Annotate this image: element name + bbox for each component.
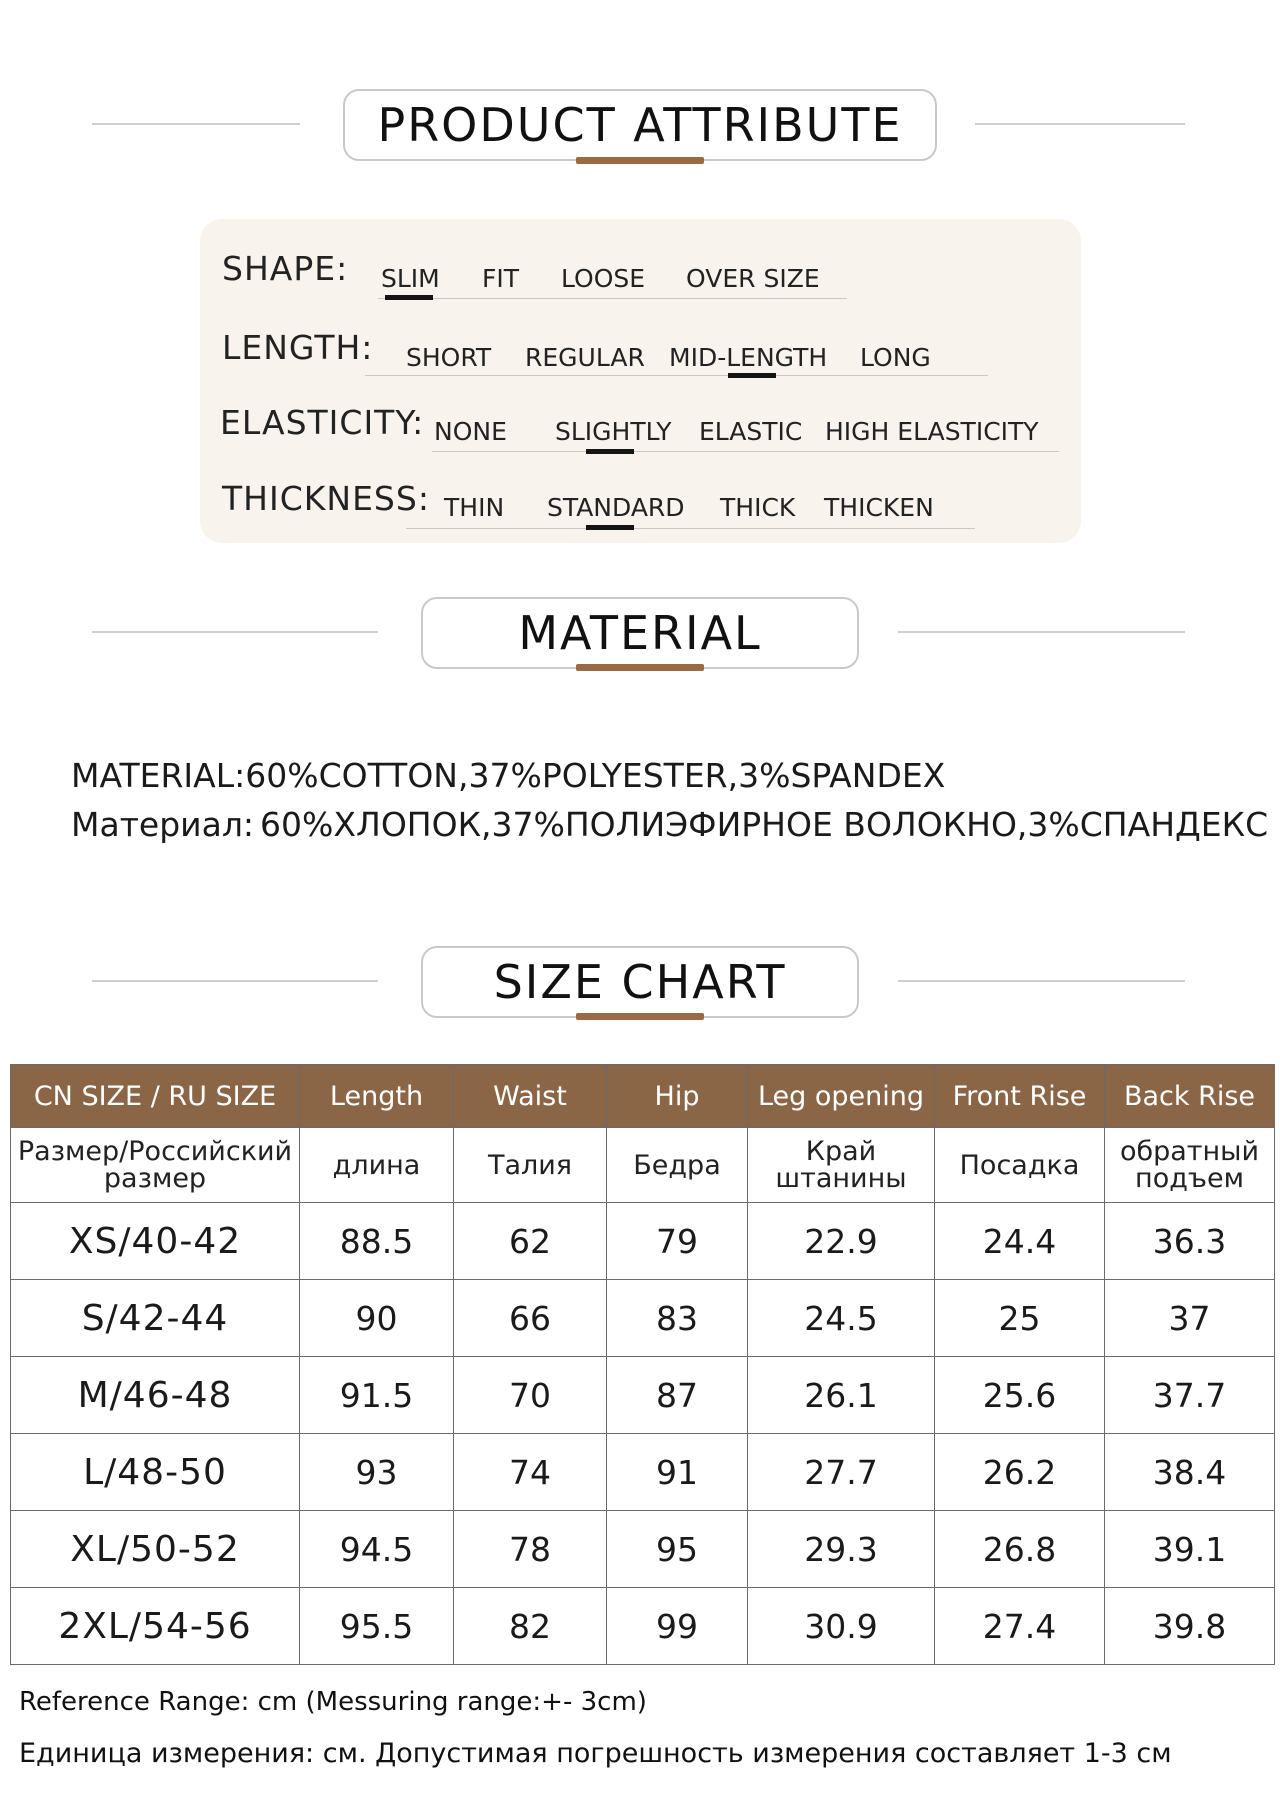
size-cell: 2XL/54-56 bbox=[11, 1588, 300, 1665]
attribute-baseline bbox=[406, 528, 975, 529]
attribute-option: THIN bbox=[444, 493, 505, 522]
size-cell: S/42-44 bbox=[11, 1280, 300, 1357]
title-accent-bar bbox=[576, 1013, 704, 1020]
table-row bbox=[11, 1588, 1275, 1665]
table-ru-header-row bbox=[11, 1128, 1275, 1203]
size-chart-title: SIZE CHART bbox=[421, 946, 859, 1018]
section-divider-right bbox=[898, 631, 1185, 633]
column-header: Front Rise bbox=[935, 1065, 1105, 1128]
attribute-option: SLIGHTLY bbox=[555, 417, 672, 446]
attribute-option: LONG bbox=[860, 343, 931, 372]
attribute-option: STANDARD bbox=[547, 493, 685, 522]
table-cell: 30.9 bbox=[748, 1588, 935, 1665]
table-cell: 79 bbox=[607, 1203, 748, 1280]
selected-marker bbox=[586, 525, 634, 530]
table-cell: 36.3 bbox=[1105, 1203, 1275, 1280]
table-cell: 37.7 bbox=[1105, 1357, 1275, 1434]
section-divider-right bbox=[898, 980, 1185, 982]
table-cell: 29.3 bbox=[748, 1511, 935, 1588]
table-cell: 70 bbox=[454, 1357, 607, 1434]
attribute-option: THICK bbox=[720, 493, 796, 522]
table-cell: 25 bbox=[935, 1280, 1105, 1357]
table-cell: 94.5 bbox=[300, 1511, 454, 1588]
column-header: Leg opening bbox=[748, 1065, 935, 1128]
table-cell: 66 bbox=[454, 1280, 607, 1357]
ru-column-header: Бедра bbox=[607, 1128, 748, 1203]
table-cell: 87 bbox=[607, 1357, 748, 1434]
attribute-baseline bbox=[432, 451, 1059, 452]
column-header: Waist bbox=[454, 1065, 607, 1128]
table-cell: 74 bbox=[454, 1434, 607, 1511]
table-cell: 26.1 bbox=[748, 1357, 935, 1434]
column-header: Hip bbox=[607, 1065, 748, 1128]
attribute-label: ELASTICITY: bbox=[220, 403, 425, 442]
table-cell: 37 bbox=[1105, 1280, 1275, 1357]
table-cell: 38.4 bbox=[1105, 1434, 1275, 1511]
table-cell: 27.4 bbox=[935, 1588, 1105, 1665]
section-divider-right bbox=[975, 123, 1185, 125]
table-cell: 93 bbox=[300, 1434, 454, 1511]
table-cell: 99 bbox=[607, 1588, 748, 1665]
ru-column-header: Размер/Российский размер bbox=[11, 1128, 300, 1203]
table-row bbox=[11, 1511, 1275, 1588]
size-cell: XS/40-42 bbox=[11, 1203, 300, 1280]
attribute-row-thickness bbox=[200, 469, 1081, 529]
table-cell: 24.4 bbox=[935, 1203, 1105, 1280]
material-label: MATERIAL: bbox=[71, 756, 246, 795]
table-cell: 91 bbox=[607, 1434, 748, 1511]
material-line-ru bbox=[71, 805, 1268, 844]
table-cell: 90 bbox=[300, 1280, 454, 1357]
column-header: Length bbox=[300, 1065, 454, 1128]
table-row bbox=[11, 1280, 1275, 1357]
ru-column-header: Талия bbox=[454, 1128, 607, 1203]
attribute-row-elasticity bbox=[200, 393, 1081, 453]
table-cell: 39.8 bbox=[1105, 1588, 1275, 1665]
table-cell: 95 bbox=[607, 1511, 748, 1588]
table-row bbox=[11, 1203, 1275, 1280]
ru-column-header: длина bbox=[300, 1128, 454, 1203]
reference-note-ru: Единица измерения: см. Допустимая погрешность измерения составляет 1-3 см bbox=[19, 1738, 1172, 1769]
attribute-option: MID-LENGTH bbox=[669, 343, 828, 372]
section-divider-left bbox=[92, 631, 378, 633]
size-cell: L/48-50 bbox=[11, 1434, 300, 1511]
column-header: Back Rise bbox=[1105, 1065, 1275, 1128]
size-table bbox=[10, 1064, 1275, 1665]
table-cell: 26.2 bbox=[935, 1434, 1105, 1511]
selected-marker bbox=[385, 295, 433, 300]
attribute-label: THICKNESS: bbox=[222, 479, 430, 518]
attribute-option: LOOSE bbox=[561, 264, 646, 293]
table-cell: 22.9 bbox=[748, 1203, 935, 1280]
selected-marker bbox=[586, 449, 634, 454]
table-cell: 91.5 bbox=[300, 1357, 454, 1434]
section-divider-left bbox=[92, 123, 300, 125]
table-cell: 25.6 bbox=[935, 1357, 1105, 1434]
attribute-option: SHORT bbox=[406, 343, 492, 372]
table-cell: 82 bbox=[454, 1588, 607, 1665]
table-cell: 62 bbox=[454, 1203, 607, 1280]
column-header: CN SIZE / RU SIZE bbox=[11, 1065, 300, 1128]
ru-column-header: обратный подъем bbox=[1105, 1128, 1275, 1203]
attribute-baseline bbox=[365, 375, 988, 376]
ru-column-header: Посадка bbox=[935, 1128, 1105, 1203]
attribute-option: FIT bbox=[482, 264, 520, 293]
section-divider-left bbox=[92, 980, 378, 982]
material-value: 60%ХЛОПОК,37%ПОЛИЭФИРНОЕ ВОЛОКНО,3%СПАНДЕКС bbox=[260, 805, 1269, 844]
attribute-option: SLIM bbox=[381, 264, 440, 293]
table-cell: 78 bbox=[454, 1511, 607, 1588]
attribute-label: LENGTH: bbox=[222, 328, 374, 367]
table-cell: 24.5 bbox=[748, 1280, 935, 1357]
attribute-option: THICKEN bbox=[824, 493, 934, 522]
table-cell: 26.8 bbox=[935, 1511, 1105, 1588]
attribute-option: ELASTIC bbox=[699, 417, 803, 446]
table-cell: 83 bbox=[607, 1280, 748, 1357]
title-accent-bar bbox=[576, 157, 704, 164]
table-row bbox=[11, 1357, 1275, 1434]
selected-marker bbox=[728, 373, 776, 378]
title-accent-bar bbox=[576, 664, 704, 671]
table-row bbox=[11, 1434, 1275, 1511]
table-cell: 27.7 bbox=[748, 1434, 935, 1511]
table-cell: 95.5 bbox=[300, 1588, 454, 1665]
material-line-en bbox=[71, 756, 945, 795]
table-cell: 88.5 bbox=[300, 1203, 454, 1280]
reference-note: Reference Range: cm (Messuring range:+- 3cm) bbox=[19, 1687, 647, 1717]
table-header-row bbox=[11, 1065, 1275, 1128]
size-cell: XL/50-52 bbox=[11, 1511, 300, 1588]
attribute-option: REGULAR bbox=[525, 343, 645, 372]
attribute-option: NONE bbox=[434, 417, 507, 446]
material-value: 60%COTTON,37%POLYESTER,3%SPANDEX bbox=[245, 756, 946, 795]
table-cell: 39.1 bbox=[1105, 1511, 1275, 1588]
attribute-title: PRODUCT ATTRIBUTE bbox=[343, 89, 937, 161]
attribute-row-shape bbox=[200, 239, 1081, 299]
material-title: MATERIAL bbox=[421, 597, 859, 669]
attribute-row-length bbox=[200, 318, 1081, 378]
material-label: Материал: bbox=[71, 805, 255, 844]
attribute-baseline bbox=[378, 298, 847, 299]
attribute-label: SHAPE: bbox=[222, 249, 349, 288]
attribute-option: HIGH ELASTICITY bbox=[825, 417, 1039, 446]
size-cell: M/46-48 bbox=[11, 1357, 300, 1434]
attribute-option: OVER SIZE bbox=[686, 264, 820, 293]
ru-column-header: Край штанины bbox=[748, 1128, 935, 1203]
attribute-panel bbox=[200, 219, 1081, 543]
